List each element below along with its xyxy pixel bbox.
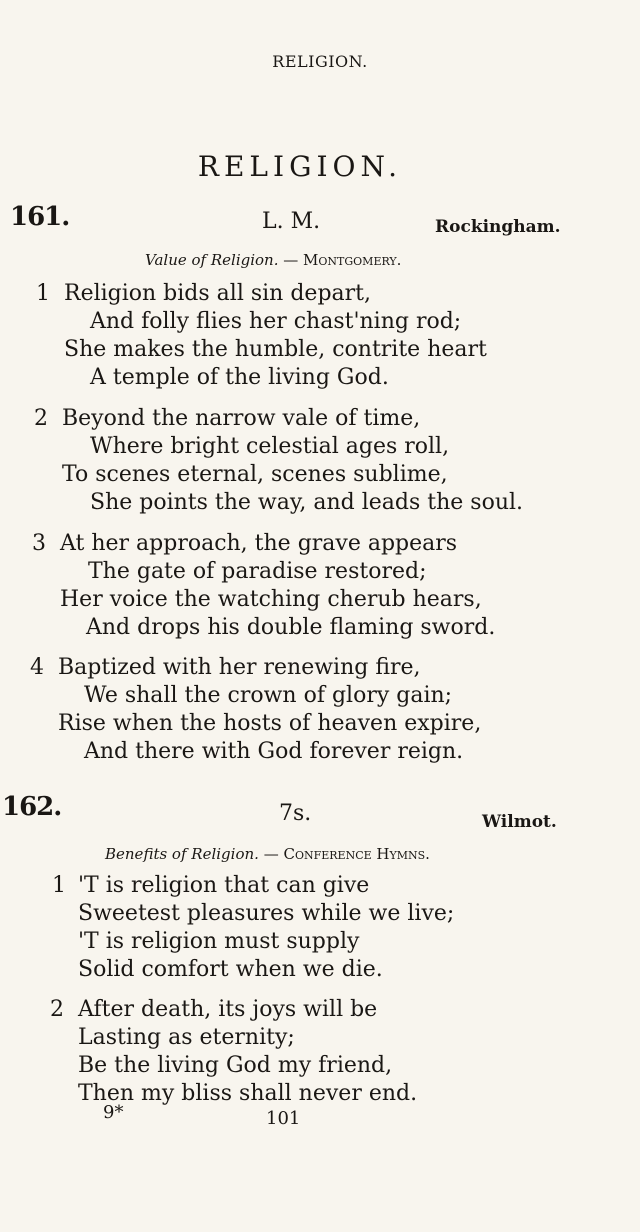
running-head: RELIGION. [272,52,368,71]
verse-number: 3 [32,531,46,556]
hymn-number: 161. [10,202,70,232]
hymn-subtitle [105,845,430,863]
verse-line: Then my bliss shall never end. [78,1081,418,1106]
verse-line: 'T is religion that can give [78,873,370,898]
verse-number: 2 [50,997,64,1022]
subtitle-author: Montgomery. [303,251,402,269]
verse-line: After death, its joys will be [78,997,378,1022]
verse-line: Baptized with her renewing fire, [58,655,421,680]
verse-line: And drops his double flaming sword. [86,615,496,640]
verse-line: And there with God forever reign. [84,739,464,764]
verse-line: To scenes eternal, scenes sublime, [62,462,448,487]
page-number: 101 [266,1108,301,1129]
signature-mark: 9* [103,1102,124,1123]
verse-number: 4 [30,655,44,680]
tune-name: Wilmot. [482,812,557,832]
verse-line: The gate of paradise restored; [88,559,427,584]
tune-name: Rockingham. [435,217,561,237]
verse-number: 2 [34,406,48,431]
verse-line: Religion bids all sin depart, [64,281,371,306]
verse-line: Solid comfort when we die. [78,957,383,982]
hymn-subtitle [145,251,401,269]
verse-line: She makes the humble, contrite heart [64,337,487,362]
verse-line: Lasting as eternity; [78,1025,295,1050]
subtitle-separator: — [258,845,284,863]
hymn-number: 162. [2,792,62,822]
section-title: RELIGION. [197,150,403,183]
verse-number: 1 [36,281,50,306]
subtitle-title: Value of Religion. [145,251,279,269]
subtitle-title: Benefits of Religion. [105,845,259,863]
verse-line: At her approach, the grave appears [60,531,458,556]
verse-line: Where bright celestial ages roll, [90,434,450,459]
verse-line: She points the way, and leads the soul. [90,490,524,515]
verse-line: And folly flies her chast'ning rod; [90,309,462,334]
verse-line: Be the living God my friend, [78,1053,393,1078]
verse-line: Her voice the watching cherub hears, [60,587,482,612]
verse-line: Beyond the narrow vale of time, [62,406,421,431]
verse-line: A temple of the living God. [90,365,389,390]
hymn-meter: L. M. [262,209,321,234]
subtitle-author: Conference Hymns. [283,845,430,863]
verse-number: 1 [52,873,66,898]
verse-line: Sweetest pleasures while we live; [78,901,455,926]
hymn-meter: 7s. [279,801,312,826]
verse-line: We shall the crown of glory gain; [84,683,453,708]
verse-line: Rise when the hosts of heaven expire, [58,711,482,736]
subtitle-separator: — [278,251,304,269]
verse-line: 'T is religion must supply [78,929,360,954]
